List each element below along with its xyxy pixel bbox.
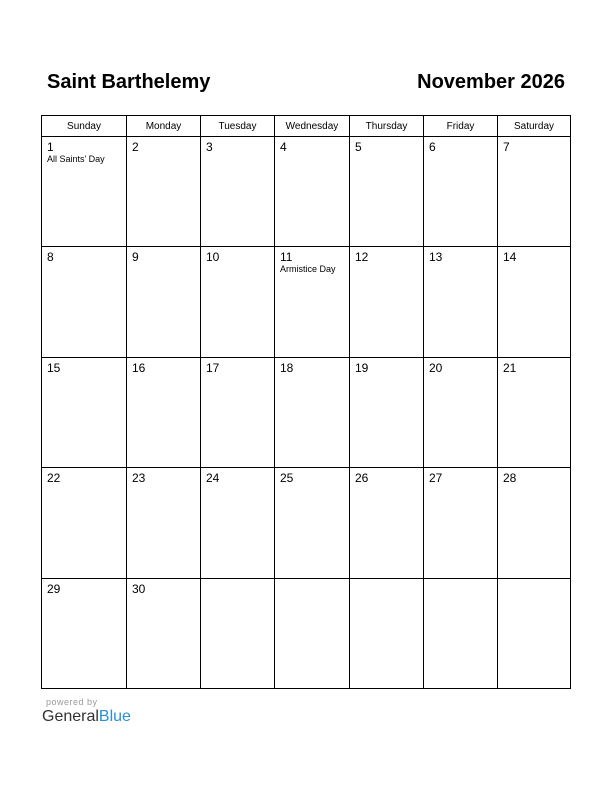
day-cell bbox=[201, 357, 275, 467]
holiday-label: All Saints’ Day bbox=[47, 154, 105, 164]
day-number: 5 bbox=[355, 140, 362, 154]
weekday-friday: Friday bbox=[424, 116, 498, 137]
day-cell bbox=[42, 137, 127, 247]
day-number: 23 bbox=[132, 471, 146, 486]
day-cell bbox=[350, 357, 424, 467]
day-cell bbox=[201, 468, 275, 578]
day-cell bbox=[498, 578, 571, 688]
week-row bbox=[42, 247, 571, 357]
day-number: 28 bbox=[503, 471, 517, 486]
day-number: 20 bbox=[429, 360, 443, 375]
generalblue-logo[interactable] bbox=[42, 708, 131, 726]
holiday-label: Armistice Day bbox=[280, 264, 336, 275]
day-cell bbox=[127, 468, 201, 578]
day-number: 21 bbox=[503, 360, 517, 375]
week-row bbox=[42, 137, 571, 247]
day-cell bbox=[127, 357, 201, 467]
day-cell bbox=[350, 468, 424, 578]
day-number: 10 bbox=[206, 250, 220, 265]
weekday-monday: Monday bbox=[127, 116, 201, 137]
day-cell bbox=[275, 468, 350, 578]
day-cell bbox=[201, 247, 275, 357]
brand-text-general: General bbox=[42, 708, 99, 725]
day-cell bbox=[275, 137, 350, 247]
day-cell bbox=[42, 247, 127, 357]
weekday-header-row bbox=[42, 116, 571, 137]
weekday-thursday: Thursday bbox=[350, 116, 424, 137]
day-number: 18 bbox=[280, 360, 294, 375]
day-cell bbox=[127, 247, 201, 357]
weekday-wednesday: Wednesday bbox=[275, 116, 350, 137]
day-number: 27 bbox=[429, 471, 443, 486]
day-number bbox=[498, 579, 570, 582]
day-cell bbox=[498, 137, 571, 247]
day-cell bbox=[275, 578, 350, 688]
day-number: 29 bbox=[47, 581, 61, 596]
country-title: Saint Barthelemy bbox=[47, 71, 211, 93]
day-number bbox=[201, 579, 274, 582]
day-cell bbox=[42, 468, 127, 578]
day-cell bbox=[275, 247, 350, 357]
week-row bbox=[42, 468, 571, 578]
day-number: 1 bbox=[47, 140, 54, 154]
day-number: 22 bbox=[47, 471, 61, 486]
day-cell bbox=[42, 357, 127, 467]
day-cell bbox=[350, 137, 424, 247]
day-cell bbox=[424, 578, 498, 688]
week-row bbox=[42, 357, 571, 467]
day-cell bbox=[127, 137, 201, 247]
day-cell bbox=[275, 357, 350, 467]
day-cell bbox=[127, 578, 201, 688]
day-cell bbox=[350, 247, 424, 357]
day-number bbox=[424, 579, 497, 582]
day-cell bbox=[350, 578, 424, 688]
calendar-grid bbox=[41, 115, 571, 689]
week-row bbox=[42, 578, 571, 688]
day-number: 25 bbox=[280, 471, 294, 486]
day-cell bbox=[201, 137, 275, 247]
brand-text-blue: Blue bbox=[98, 708, 131, 725]
day-number: 19 bbox=[355, 360, 369, 375]
day-number: 8 bbox=[47, 250, 54, 265]
day-number: 2 bbox=[132, 140, 139, 154]
day-cell bbox=[424, 247, 498, 357]
day-cell bbox=[498, 247, 571, 357]
weekday-sunday: Sunday bbox=[42, 116, 127, 137]
day-number: 16 bbox=[132, 360, 146, 375]
day-number: 26 bbox=[355, 471, 369, 486]
weekday-tuesday: Tuesday bbox=[201, 116, 275, 137]
day-cell bbox=[424, 468, 498, 578]
day-number: 13 bbox=[429, 250, 443, 265]
day-number: 7 bbox=[503, 140, 510, 154]
day-cell bbox=[424, 137, 498, 247]
day-cell bbox=[42, 578, 127, 688]
day-number: 11 bbox=[280, 250, 293, 265]
month-year-title: November 2026 bbox=[417, 71, 565, 93]
day-cell bbox=[201, 578, 275, 688]
day-number: 6 bbox=[429, 140, 436, 154]
day-number: 24 bbox=[206, 471, 220, 486]
day-cell bbox=[498, 468, 571, 578]
day-number: 9 bbox=[132, 250, 139, 265]
day-number: 15 bbox=[47, 360, 61, 375]
day-number: 14 bbox=[503, 250, 517, 265]
day-number: 3 bbox=[206, 140, 213, 154]
day-number: 17 bbox=[206, 360, 220, 375]
powered-by-label: powered by bbox=[46, 697, 98, 707]
day-number bbox=[275, 579, 349, 582]
weekday-saturday: Saturday bbox=[498, 116, 571, 137]
day-number bbox=[350, 579, 423, 582]
day-cell bbox=[424, 357, 498, 467]
day-number: 12 bbox=[355, 250, 369, 265]
day-number: 30 bbox=[132, 581, 146, 596]
day-number: 4 bbox=[280, 140, 287, 154]
day-cell bbox=[498, 357, 571, 467]
